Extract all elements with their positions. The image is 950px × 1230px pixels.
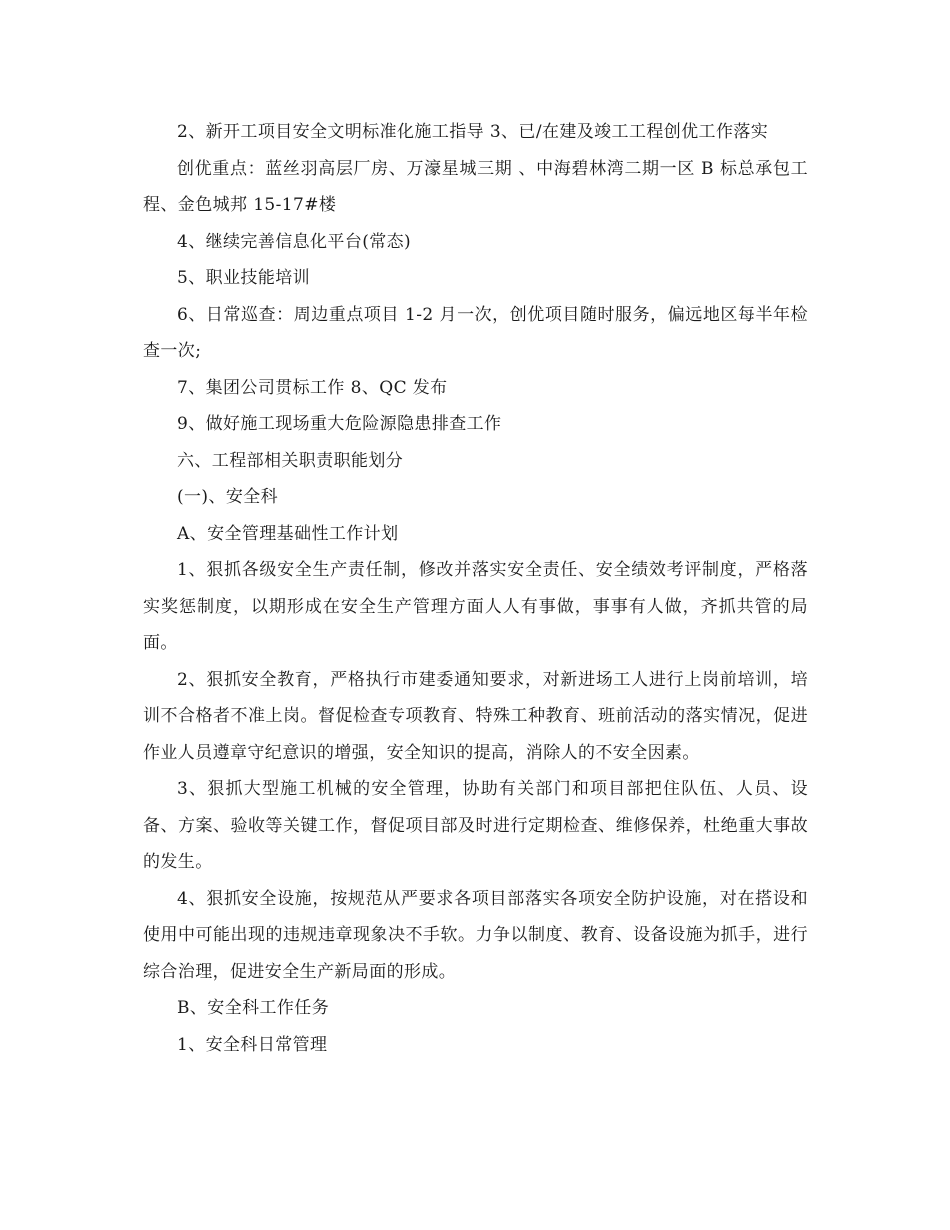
paragraph-machinery-management: 3、狠抓大型施工机械的安全管理，协助有关部门和项目部把住队伍、人员、设备、方案、验收等关键工作，督促项目部及时进行定期检查、维修保养，杜绝重大事故的发生。 (143, 779, 808, 872)
item-heading-work-tasks: B、安全科工作任务 (177, 998, 330, 1018)
paragraph-daily-management: 1、安全科日常管理 (177, 1034, 328, 1055)
paragraph-hazard-check: 9、做好施工现场重大危险源隐患排查工作 (177, 414, 502, 434)
item-heading-basic-work-plan: A、安全管理基础性工作计划 (177, 523, 399, 544)
paragraph-guidance: 2、新开工项目安全文明标准化施工指导 3、已/在建及竣工工程创优工作落实 (177, 122, 769, 142)
section-heading-responsibilities: 六、工程部相关职责职能划分 (177, 450, 404, 471)
paragraph-safety-education: 2、狠抓安全教育，严格执行市建委通知要求，对新进场工人进行上岗前培训，培训不合格者不准上岗。督促检查专项教育、特殊工种教育、班前活动的落实情况，促进作业人员遵章守纪意识的增强，安全知识的提高，消除人的不安全因素。 (143, 669, 808, 763)
paragraph-skill-training: 5、职业技能培训 (177, 268, 311, 288)
paragraph-key-projects: 创优重点：蓝丝羽高层厂房、万濠星城三期 、中海碧林湾二期一区 B 标总承包工程、金色城邦 15-17#楼 (143, 158, 808, 215)
paragraph-info-platform: 4、继续完善信息化平台(常态) (177, 231, 412, 252)
subsection-heading-safety-dept: (一)、安全科 (177, 487, 279, 507)
paragraph-responsibility-system: 1、狠抓各级安全生产责任制，修改并落实安全责任、安全绩效考评制度，严格落实奖惩制度，以期形成在安全生产管理方面人人有事做，事事有人做，齐抓共管的局面。 (143, 560, 808, 653)
document-body (143, 114, 808, 1063)
paragraph-standards-qc: 7、集团公司贯标工作 8、QC 发布 (177, 377, 448, 398)
paragraph-daily-inspection: 6、日常巡查：周边重点项目 1-2 月一次，创优项目随时服务，偏远地区每半年检查一次; (143, 304, 808, 361)
paragraph-safety-facilities: 4、狠抓安全设施，按规范从严要求各项目部落实各项安全防护设施，对在搭设和使用中可能出现的违规违章现象决不手软。力争以制度、教育、设备设施为抓手，进行综合治理，促进安全生产新局面的形成。 (143, 888, 808, 982)
